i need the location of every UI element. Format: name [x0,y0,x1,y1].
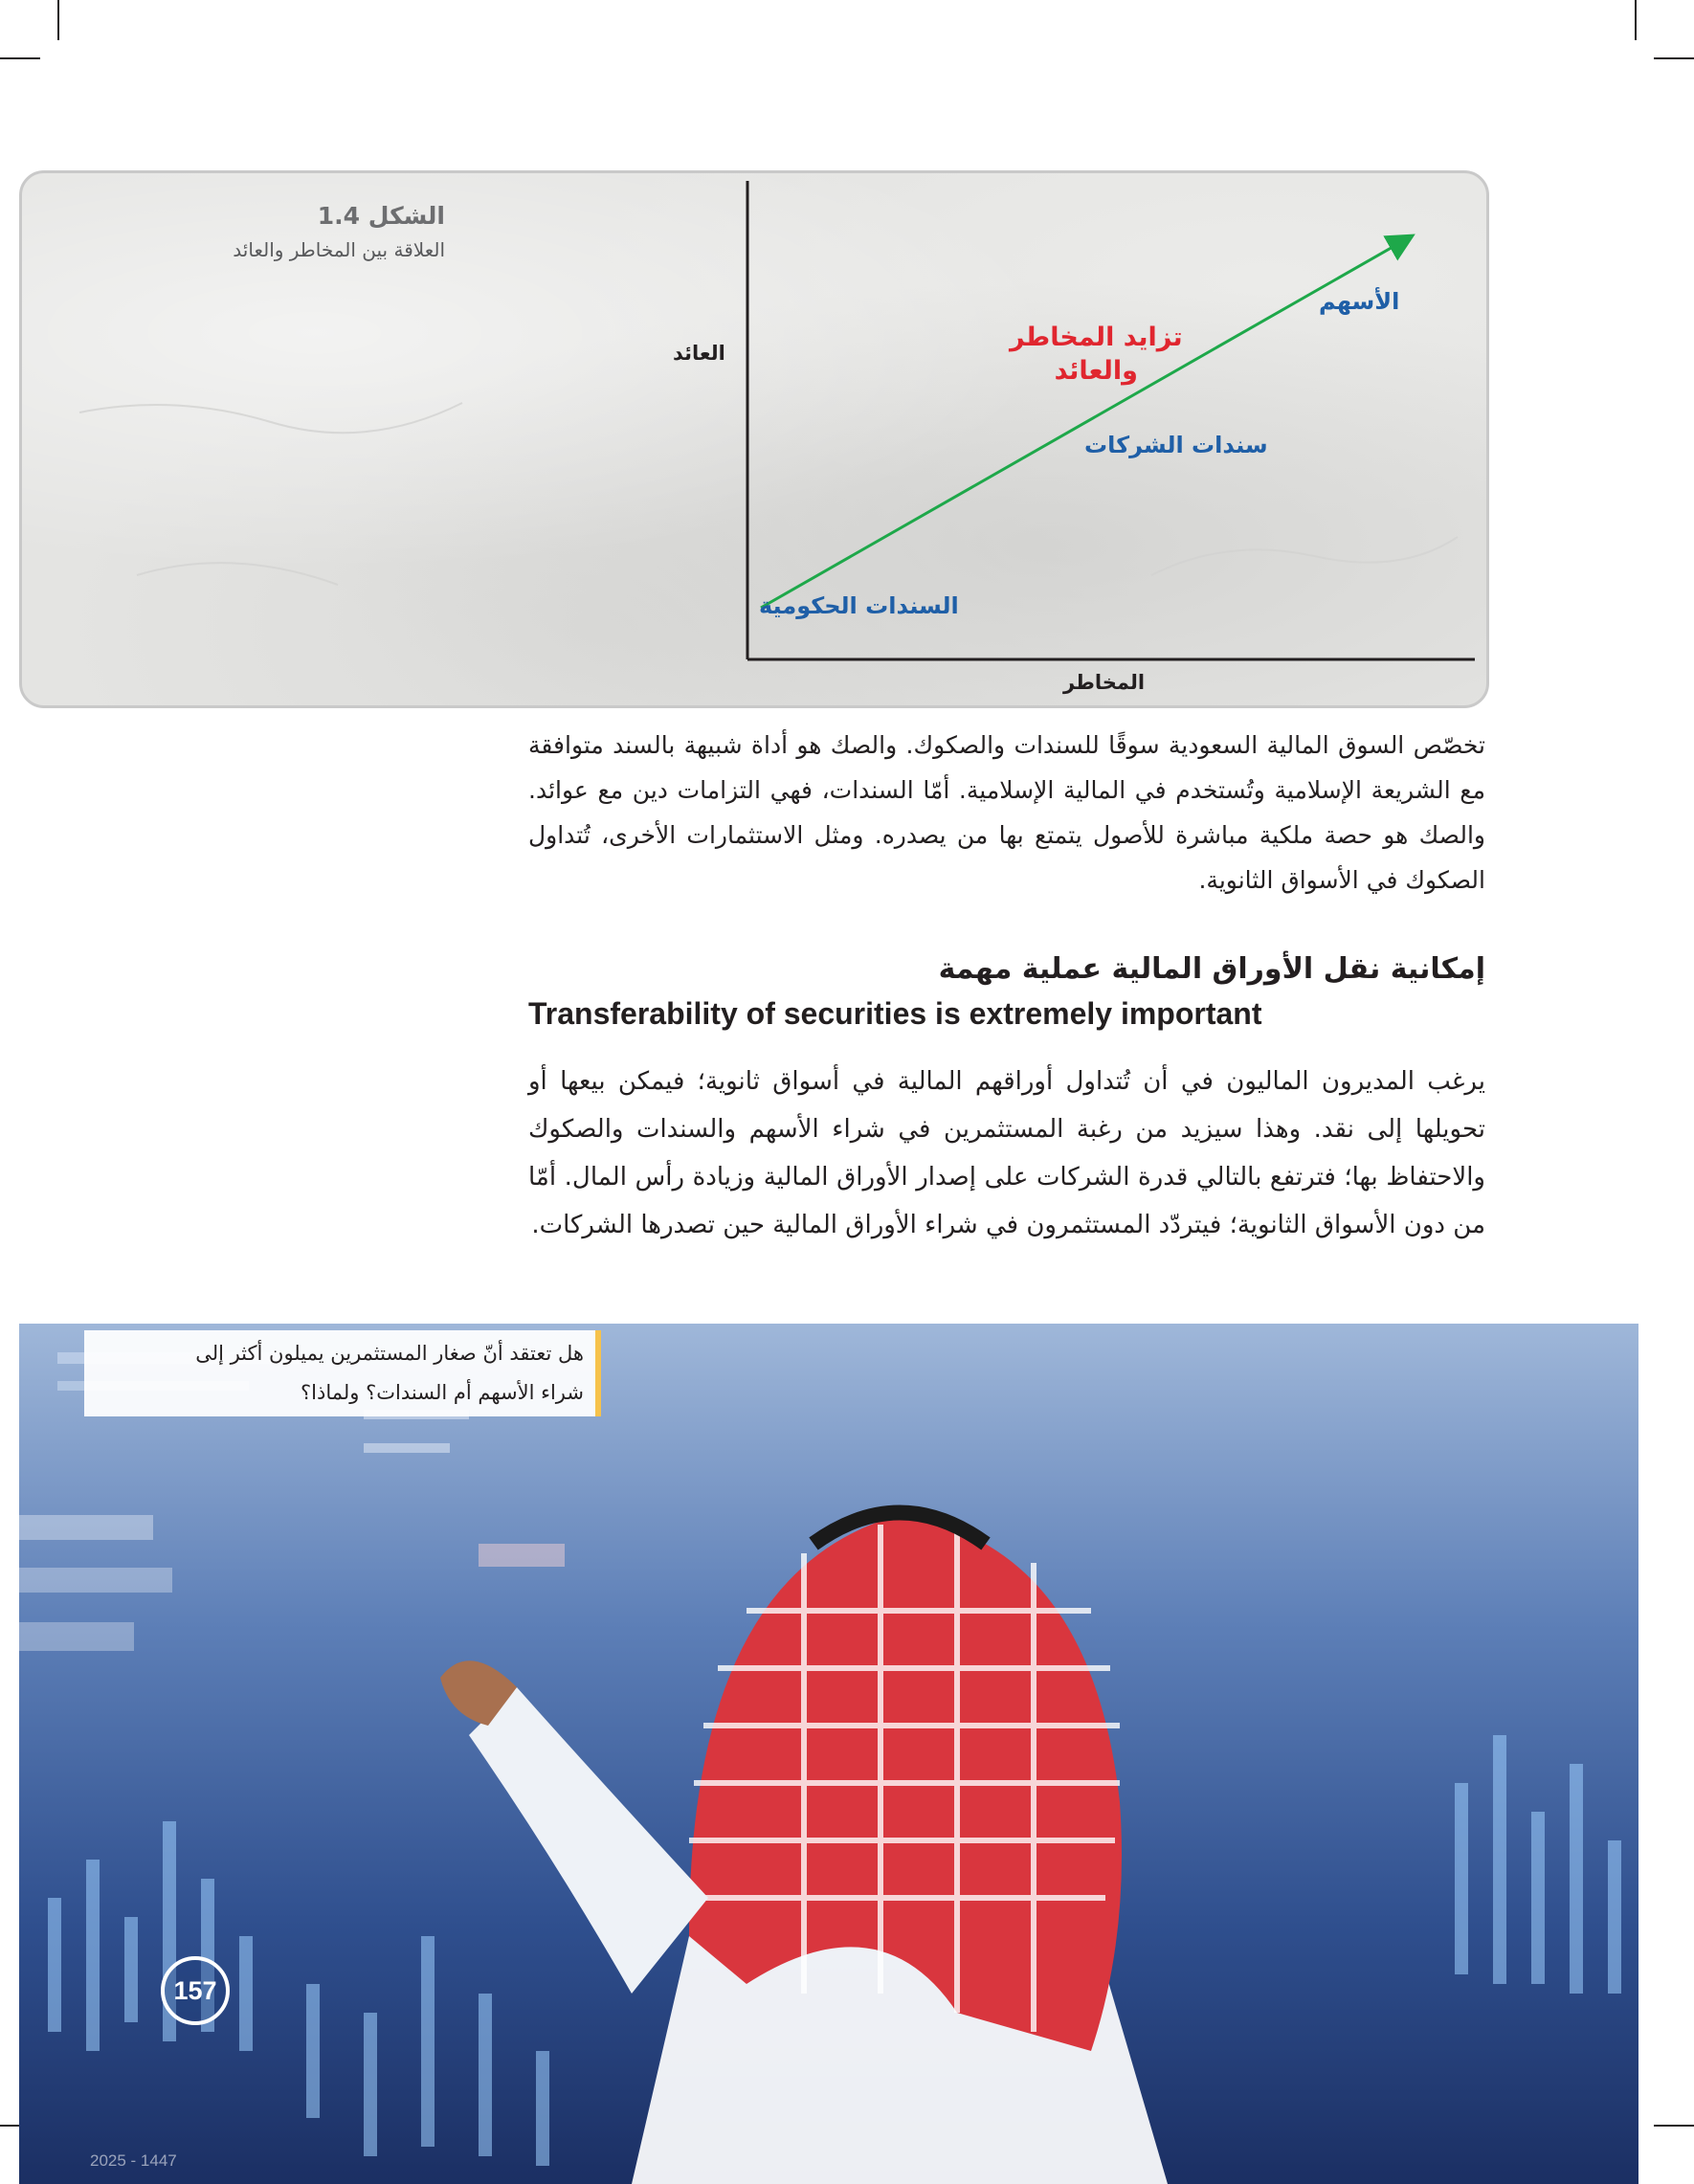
edition-year: 2025 - 1447 [90,2151,177,2170]
y-axis-label: العائد [673,342,725,365]
crop-mark [1635,0,1637,40]
government-bonds-label: السندات الحكومية [759,592,959,619]
x-axis-label: المخاطر [1063,671,1146,694]
figure-title: الشكل 1.4 [317,202,445,230]
section-heading-arabic: إمكانية نقل الأوراق المالية عملية مهمة [938,952,1485,986]
question-callout [84,1330,601,1416]
paragraph-transferability: يرغب المديرون الماليون في أن تُتداول أوراقهم المالية في أسواق ثانوية؛ فيمكن بيعها أو تحويلها إلى نقد. وهذا سيزيد من رغبة المستثمرين في شراء الأسهم والسندات والصكوك والاحتفاظ بها؛ فترتفع بالتالي قدرة الشركات على إصدار الأوراق المالية وزيادة رأس المال. أمّا من دون الأسواق الثانوية؛ فيتردّد المستثمرون في شراء الأوراق المالية حين تصدرها الشركات. [528,1067,1485,1239]
section-heading-english: Transferability of securities is extremely important [528,996,1262,1031]
callout-line-1: هل تعتقد أنّ صغار المستثمرين يميلون أكثر إلى [195,1342,584,1365]
risk-return-label-line2: والعائد [1054,356,1138,386]
risk-return-figure [19,170,1489,708]
stocks-label: الأسهم [1319,288,1400,315]
crop-mark [0,57,40,59]
paragraph-sukuk: تخصّص السوق المالية السعودية سوقًا للسندات والصكوك. والصك هو أداة شبيهة بالسند متوافقة مع الشريعة الإسلامية وتُستخدم في المالية الإسلامية. أمّا السندات، فهي التزامات دين مع عوائد. والصك هو حصة ملكية مباشرة للأصول يتمتع بها من يصدره. ومثل الاستثمارات الأخرى، تُتداول الصكوك في الأسواق الثانوية. [528,731,1485,894]
figure-subtitle: العلاقة بين المخاطر والعائد [233,238,445,261]
photo-illustration [19,1324,1638,2184]
risk-return-arrow [761,238,1408,608]
page-number: 157 [161,1956,230,2025]
crop-mark [1654,2125,1694,2127]
crop-mark [1654,57,1694,59]
risk-return-label [1010,323,1183,386]
callout-line-2: شراء الأسهم أم السندات؟ ولماذا؟ [301,1381,584,1404]
corporate-bonds-label: سندات الشركات [1084,432,1268,458]
crop-mark [57,0,59,40]
risk-return-label-line1: تزايد المخاطر [1010,323,1183,352]
trader-photo [19,1324,1638,2184]
